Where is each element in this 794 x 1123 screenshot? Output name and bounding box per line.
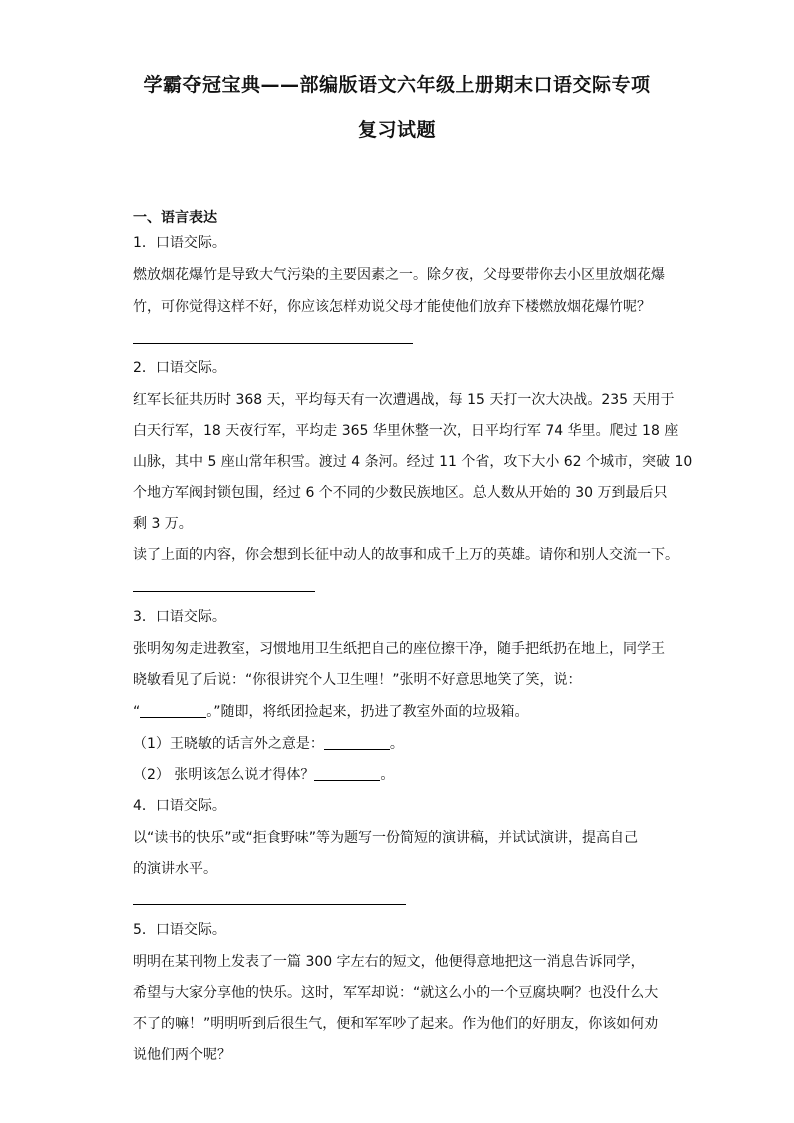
sub-2-end: 。 xyxy=(380,767,395,783)
question-2-label: 2．口语交际。 xyxy=(133,360,226,376)
question-1-label: 1．口语交际。 xyxy=(133,235,226,251)
document-title-line1: 学霸夺冠宝典——部编版语文六年级上册期末口语交际专项 xyxy=(143,74,651,96)
question-4-text-line: 的演讲水平。 xyxy=(133,861,217,877)
question-1-answer-line[interactable] xyxy=(133,343,413,344)
question-2-text-line: 剩 3 万。 xyxy=(133,516,193,532)
question-5-text-line: 明明在某刊物上发表了一篇 300 字左右的短文，他便得意地把这一消息告诉同学， xyxy=(133,954,645,970)
blank-sub-2[interactable] xyxy=(314,766,380,781)
question-4-label: 4．口语交际。 xyxy=(133,798,226,814)
question-3-text-line: 张明匆匆走进教室，习惯地用卫生纸把自己的座位擦干净，随手把纸扔在地上，同学王 xyxy=(133,641,665,657)
question-3-label: 3．口语交际。 xyxy=(133,609,226,625)
question-2-text-line: 读了上面的内容，你会想到长征中动人的故事和成千上万的英雄。请你和别人交流一下。 xyxy=(133,547,679,563)
question-3-sub-2 xyxy=(133,765,394,785)
question-2-text-line: 红军长征共历时 368 天，平均每天有一次遭遇战，每 15 天打一次大决战。235 天用于 xyxy=(133,392,675,408)
sub-1-text: （1）王晓敏的话言外之意是： xyxy=(133,736,324,752)
question-3-line3-rest: 。”随即，将纸团捡起来，扔进了教室外面的垃圾箱。 xyxy=(206,704,529,720)
question-1-text-line: 燃放烟花爆竹是导致大气污染的主要因素之一。除夕夜，父母要带你去小区里放烟花爆 xyxy=(133,267,665,283)
question-4-text-line: 以“读书的快乐”或“拒食野味”等为题写一份简短的演讲稿，并试试演讲，提高自己 xyxy=(133,830,639,846)
question-5-text-line: 希望与大家分享他的快乐。这时，军军却说：“就这么小的一个豆腐块啊？也没什么大 xyxy=(133,985,659,1001)
blank-sub-1[interactable] xyxy=(324,735,390,750)
open-quote: “ xyxy=(133,704,141,720)
question-5-label: 5．口语交际。 xyxy=(133,922,226,938)
question-3-sub-1 xyxy=(133,734,404,754)
question-2-text-line: 个地方军阀封锁包围，经过 6 个不同的少数民族地区。总人数从开始的 30 万到最后只 xyxy=(133,485,668,501)
question-1-text-line: 竹，可你觉得这样不好，你应该怎样劝说父母才能使他们放弃下楼燃放烟花爆竹呢？ xyxy=(133,299,651,315)
question-4-answer-line[interactable] xyxy=(133,904,406,905)
blank-reply[interactable] xyxy=(140,703,206,718)
question-3-text-line: 晓敏看见了后说：“你很讲究个人卫生哩！”张明不好意思地笑了笑，说： xyxy=(133,672,582,688)
question-5-text-line: 说他们两个呢？ xyxy=(133,1047,231,1063)
sub-1-end: 。 xyxy=(389,736,404,752)
section-heading: 一、语言表达 xyxy=(133,210,217,226)
question-5-text-line: 不了的嘛！”明明听到后很生气，便和军军吵了起来。作为他们的好朋友，你该如何劝 xyxy=(133,1016,659,1032)
question-2-answer-line[interactable] xyxy=(133,591,315,592)
question-3-text-line-3 xyxy=(133,702,529,722)
sub-2-text: （2） 张明该怎么说才得体？ xyxy=(133,767,315,783)
question-2-text-line: 山脉，其中 5 座山常年积雪。渡过 4 条河。经过 11 个省，攻下大小 62 个城市，突破 10 xyxy=(133,454,693,470)
question-2-text-line: 白天行军，18 天夜行军，平均走 365 华里休整一次，日平均行军 74 华里。爬过 18 座 xyxy=(133,423,679,439)
document-title-line2: 复习试题 xyxy=(357,119,436,141)
